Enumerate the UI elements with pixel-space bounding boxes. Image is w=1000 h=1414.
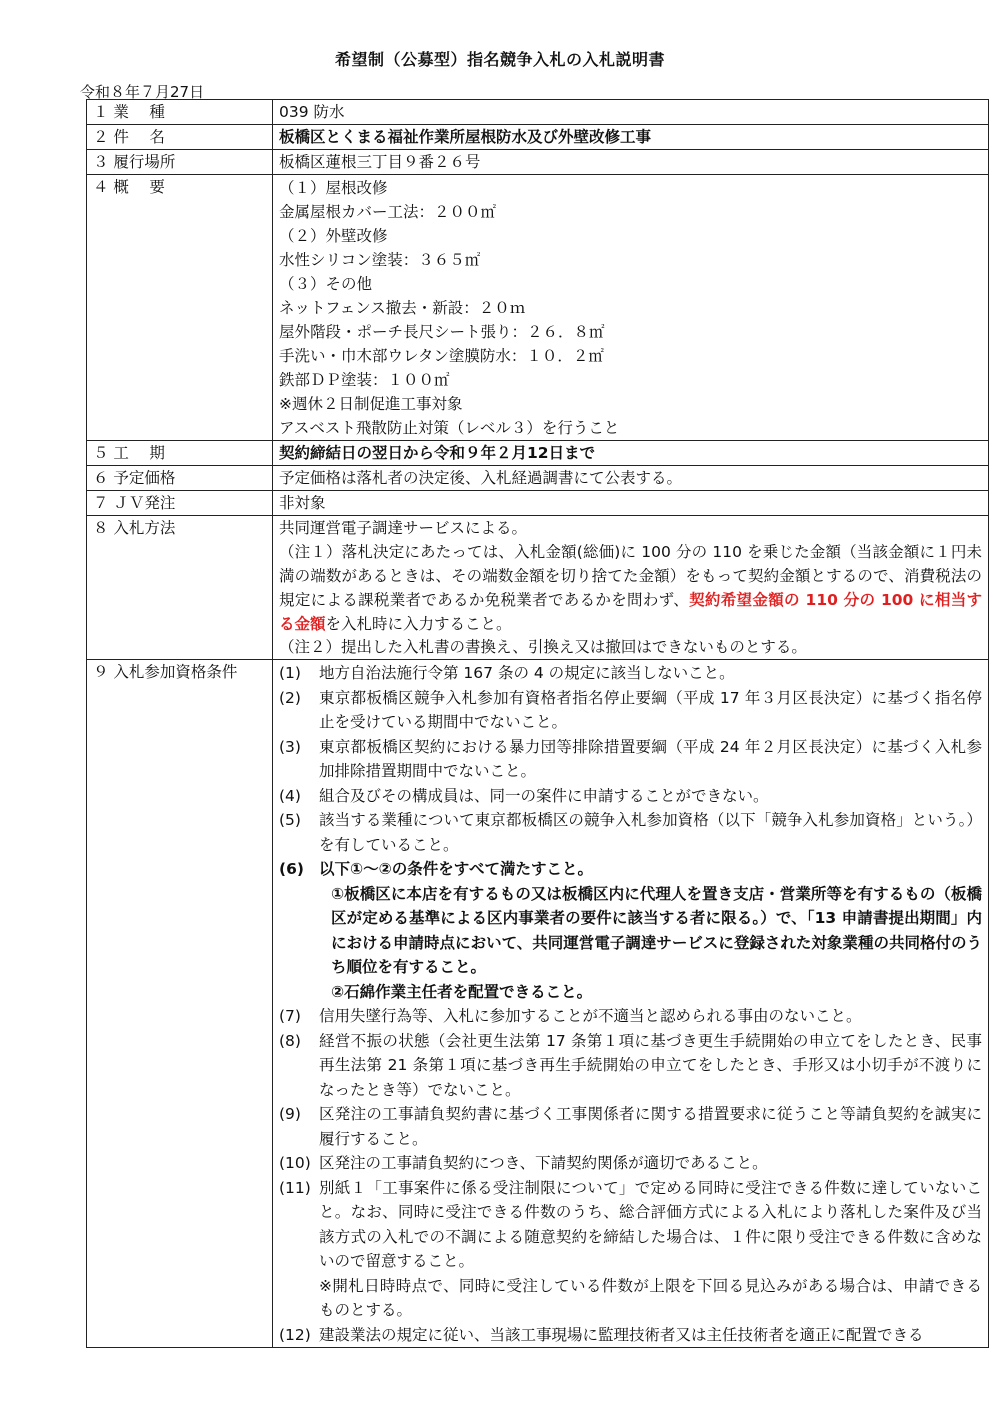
- row-value-estimated-price: 予定価格は落札者の決定後、入札経過調書にて公表する。: [273, 466, 989, 491]
- overview-line: （２）外壁改修: [279, 227, 388, 245]
- condition-item: [279, 735, 982, 784]
- condition-number: (12): [279, 1325, 311, 1344]
- row-value-qualification: [273, 660, 989, 1348]
- condition-item: [279, 1323, 982, 1348]
- condition-text: 組合及びその構成員は、同一の案件に申請することができない。: [319, 786, 769, 805]
- row-value-jv: 非対象: [273, 491, 989, 516]
- overview-line: アスベスト飛散防止対策（レベル３）を行うこと: [279, 419, 620, 437]
- condition-sub-item: ①板橋区に本店を有するもの又は板橋区内に代理人を置き支店・営業所等を有するもの（板橋区が定める基準による区内事業者の要件に該当する者に限る。）で、「13 申請書提出期間」内における申請時点において、共同運営電子調達サービスに登録された対象業種の共同格付のうち順位を有すること。: [331, 884, 982, 976]
- condition-note: ※開札日時時点で、同時に受注している件数が上限を下回る見込みがある場合は、申請できるものとする。: [319, 1276, 982, 1319]
- row-value-overview: [273, 175, 989, 441]
- note-1-text-end: を入札時に入力すること。: [325, 615, 512, 633]
- overview-line: 手洗い・巾木部ウレタン塗膜防水：１０．２㎡: [279, 347, 604, 365]
- condition-number: (5): [279, 811, 301, 829]
- condition-text: 該当する業種について東京都板橋区の競争入札参加資格（以下「競争入札参加資格」という。）を有していること。: [319, 811, 982, 854]
- condition-item: [279, 686, 982, 735]
- condition-number: (3): [279, 737, 301, 756]
- overview-line: 水性シリコン塗装：３６５㎡: [279, 251, 481, 269]
- condition-sub-item: ②石綿作業主任者を配置できること。: [331, 982, 593, 1001]
- overview-line: 金属屋根カバー工法：２００㎡: [279, 203, 497, 221]
- condition-number: (11): [279, 1178, 311, 1197]
- condition-number: (6): [279, 860, 304, 878]
- condition-number: (7): [279, 1007, 301, 1025]
- table-row: [87, 125, 989, 150]
- table-row: [87, 150, 989, 175]
- condition-text: 経営不振の状態（会社更生法第 17 条第１項に基づき更生手続開始の申立てをしたとき、民事再生法第 21 条第１項に基づき再生手続開始の申立てをしたとき、手形又は小切手が不渡りになったとき等）でないこと。: [319, 1031, 982, 1099]
- condition-item: [279, 1004, 982, 1029]
- overview-line: 鉄部ＤＰ塗装：１００㎡: [279, 371, 450, 389]
- row-label-period: ５ 工 期: [87, 441, 273, 466]
- table-row: [87, 100, 989, 125]
- document-date: 令和８年７月27日: [80, 83, 205, 101]
- note-1-highlight: 契約希望金額の 110 分の 100 に相当する金額: [279, 591, 983, 633]
- condition-item: [279, 1029, 982, 1103]
- row-value-category: 039 防水: [273, 100, 989, 125]
- overview-line: 屋外階段・ポーチ長尺シート張り：２６．８㎡: [279, 323, 605, 341]
- table-row: [87, 175, 989, 441]
- document-title: 希望制（公募型）指名競争入札の入札説明書: [334, 50, 665, 69]
- bid-method-note-1: [279, 540, 982, 636]
- condition-item: [279, 784, 982, 809]
- row-label-overview: ４ 概 要: [87, 175, 273, 441]
- condition-number: (2): [279, 688, 301, 707]
- row-label-project-name: ２ 件 名: [87, 125, 273, 150]
- condition-text: 地方自治法施行令第 167 条の 4 の規定に該当しないこと。: [319, 664, 735, 682]
- table-row: [87, 660, 989, 1348]
- condition-text: 建設業法の規定に従い、当該工事現場に監理技術者又は主任技術者を適正に配置できる: [319, 1325, 924, 1344]
- condition-item: [279, 1176, 982, 1323]
- row-value-bid-method: [273, 516, 989, 660]
- condition-item: [279, 808, 982, 857]
- row-value-location: 板橋区蓮根三丁目９番２６号: [273, 150, 989, 175]
- table-row: [87, 441, 989, 466]
- bid-method-note-2: （注２）提出した入札書の書換え、引換え又は撤回はできないものとする。: [279, 638, 807, 656]
- overview-line: （３）その他: [279, 275, 373, 293]
- row-label-bid-method: ８ 入札方法: [87, 516, 273, 660]
- bid-info-table: [86, 99, 989, 1348]
- condition-item: [279, 857, 982, 1004]
- table-row: [87, 466, 989, 491]
- condition-item: [279, 1102, 982, 1151]
- row-label-estimated-price: ６ 予定価格: [87, 466, 273, 491]
- overview-line: （１）屋根改修: [279, 179, 388, 197]
- table-row: [87, 491, 989, 516]
- condition-text: 信用失墜行為等、入札に参加することが不適当と認められる事由のないこと。: [319, 1007, 862, 1025]
- bid-method-line: 共同運営電子調達サービスによる。: [279, 519, 528, 537]
- overview-line: ネットフェンス撤去・新設：２０ｍ: [279, 299, 526, 317]
- row-value-period: 契約締結日の翌日から令和９年２月12日まで: [273, 441, 989, 466]
- row-label-jv: ７ ＪＶ発注: [87, 491, 273, 516]
- condition-item: [279, 1151, 982, 1176]
- condition-text: 区発注の工事請負契約につき、下請契約関係が適切であること。: [319, 1154, 768, 1172]
- condition-text: 区発注の工事請負契約書に基づく工事関係者に関する措置要求に従うこと等請負契約を誠実に履行すること。: [319, 1105, 982, 1148]
- condition-text: 東京都板橋区契約における暴力団等排除措置要綱（平成 24 年２月区長決定）に基づく入札参加排除措置期間中でないこと。: [319, 737, 982, 780]
- condition-text: 別紙１「工事案件に係る受注制限について」で定める同時に受注できる件数に達していないこと。なお、同時に受注できる件数のうち、総合評価方式による入札により落札した案件及び当該方式の入札での不調による随意契約を締結した場合は、１件に限り受注できる件数に含めないので留意すること。: [319, 1178, 982, 1270]
- condition-number: (9): [279, 1105, 301, 1123]
- row-value-project-name: 板橋区とくまる福祉作業所屋根防水及び外壁改修工事: [273, 125, 989, 150]
- row-label-location: ３ 履行場所: [87, 150, 273, 175]
- condition-number: (1): [279, 664, 301, 682]
- overview-line: ※週休２日制促進工事対象: [279, 395, 463, 413]
- table-row: [87, 516, 989, 660]
- condition-text: 以下①～②の条件をすべて満たすこと。: [319, 860, 593, 878]
- condition-number: (4): [279, 786, 301, 805]
- row-label-category: １ 業 種: [87, 100, 273, 125]
- condition-number: (10): [279, 1154, 311, 1172]
- row-label-qualification: ９ 入札参加資格条件: [87, 660, 273, 1348]
- condition-item: [279, 661, 982, 686]
- condition-number: (8): [279, 1031, 301, 1050]
- note-1-text: （注１）落札決定にあたっては、入札金額(総価)に 100 分の 110 を乗じた金額（当該金額に１円未満の端数があるときは、その端数金額を切り捨てた金額）をもって契約金額とするので、消費税法の規定による課税業者であるか免税業者であるかを問わず、: [279, 543, 982, 609]
- condition-text: 東京都板橋区競争入札参加有資格者指名停止要綱（平成 17 年３月区長決定）に基づく指名停止を受けている期間中でないこと。: [319, 688, 982, 731]
